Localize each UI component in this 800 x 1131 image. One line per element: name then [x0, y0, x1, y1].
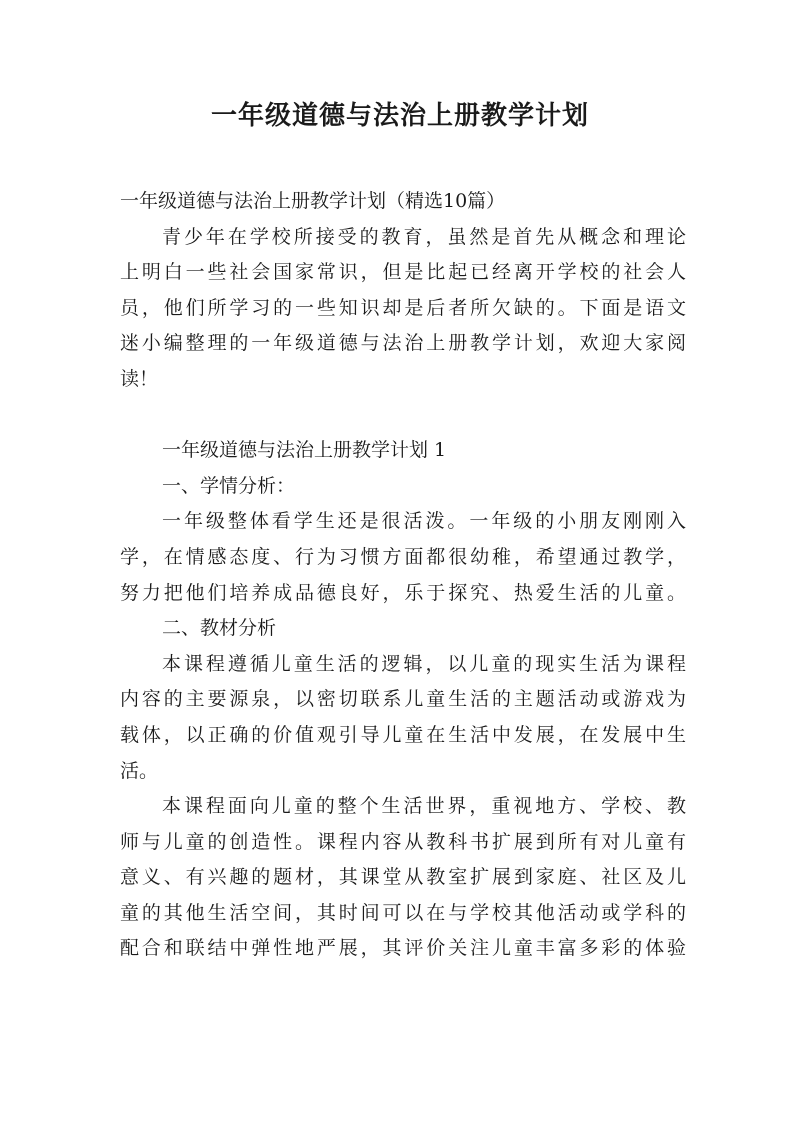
- textbook-para2-line-1: 本课程面向儿童的整个生活世界，重视地方、学校、教: [162, 795, 686, 818]
- textbook-para1-line-2: 内容的主要源泉，以密切联系儿童生活的主题活动或游戏为: [120, 688, 686, 711]
- intro-line-5: 读！: [120, 367, 159, 390]
- textbook-para2-line-5: 配合和联结中弹性地严展，其评价关注儿童丰富多彩的体验: [120, 937, 686, 960]
- learning-analysis-line-1: 一年级整体看学生还是很活泼。一年级的小朋友刚刚入: [162, 510, 686, 533]
- intro-line-3: 员，他们所学习的一些知识却是后者所欠缺的。下面是语文: [120, 296, 686, 319]
- intro-line-1: 青少年在学校所接受的教育，虽然是首先从概念和理论: [162, 225, 686, 248]
- learning-analysis-line-2: 学，在情感态度、行为习惯方面都很幼稚，希望通过教学，: [120, 545, 686, 568]
- document-title: 一年级道德与法治上册教学计划: [210, 101, 589, 131]
- subheading-textbook-analysis: 二、教材分析: [162, 617, 277, 640]
- textbook-para2-line-3: 意义、有兴趣的题材，其课堂从教室扩展到家庭、社区及儿: [120, 866, 686, 889]
- intro-line-2: 上明白一些社会国家常识，但是比起已经离开学校的社会人: [120, 261, 686, 284]
- paragraph-gap: [120, 398, 686, 434]
- subheading-learning-analysis: 一、学情分析：: [162, 474, 296, 497]
- textbook-para1-line-3: 载体，以正确的价值观引导儿童在生活中发展，在发展中生: [120, 723, 686, 746]
- textbook-para2-line-2: 师与儿童的创造性。课程内容从教科书扩展到所有对儿童有: [120, 830, 686, 853]
- intro-line-4: 迷小编整理的一年级道德与法治上册教学计划，欢迎大家阅: [120, 332, 686, 355]
- textbook-para2-line-4: 童的其他生活空间，其时间可以在与学校其他活动或学科的: [120, 901, 686, 924]
- document-body: [120, 184, 686, 967]
- textbook-para1-line-1: 本课程遵循儿童生活的逻辑，以儿童的现实生活为课程: [162, 652, 686, 675]
- learning-analysis-line-3: 努力把他们培养成品德良好，乐于探究、热爱生活的儿童。: [120, 581, 686, 604]
- section-heading: 一年级道德与法治上册教学计划 1: [162, 439, 447, 462]
- textbook-para1-line-4: 活。: [120, 759, 159, 782]
- subtitle-line: 一年级道德与法治上册教学计划（精选10篇）: [120, 190, 506, 212]
